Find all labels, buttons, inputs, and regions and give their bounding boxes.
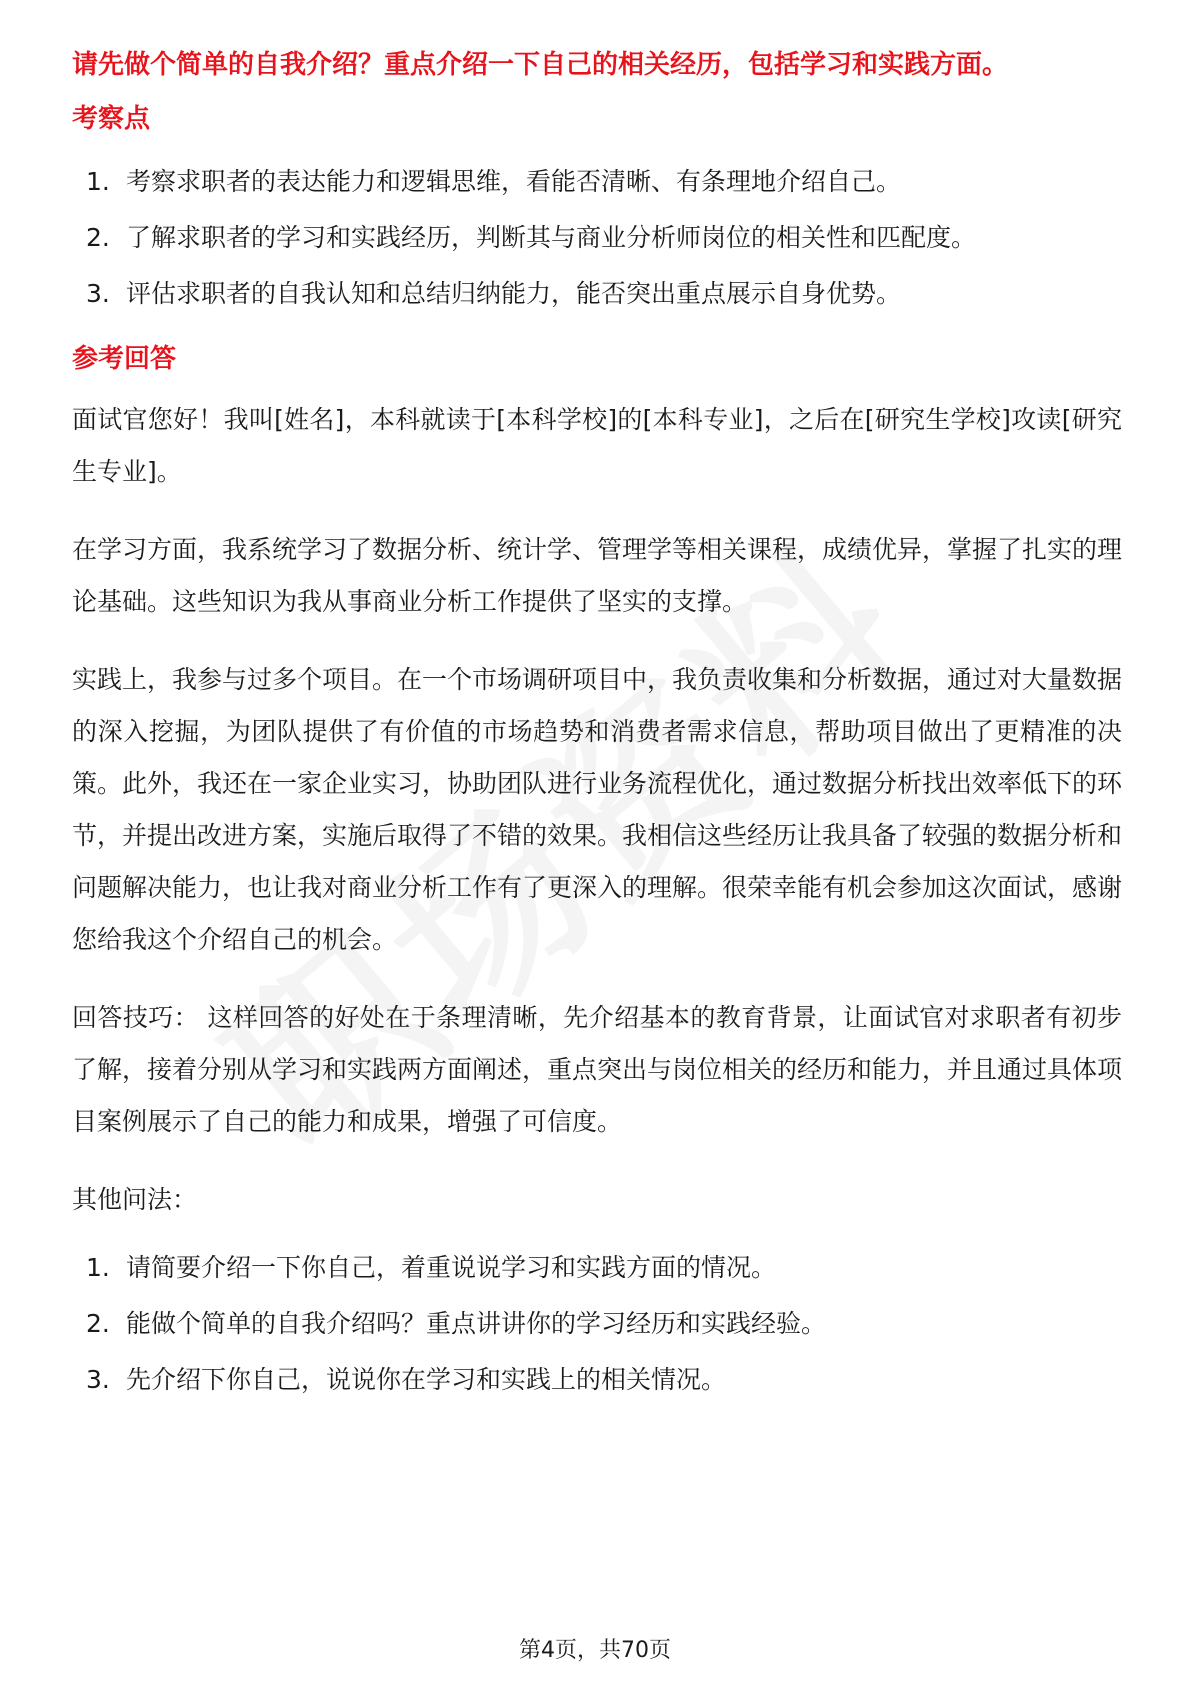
list-text: 请简要介绍一下你自己，着重说说学习和实践方面的情况。 (126, 1253, 777, 1282)
list-text: 评估求职者的自我认知和总结归纳能力，能否突出重点展示自身优势。 (126, 279, 902, 308)
other-questions-list (72, 1240, 1122, 1408)
list-item (72, 1296, 1122, 1352)
list-item (72, 154, 1122, 210)
list-text: 能做个简单的自我介绍吗？重点讲讲你的学习经历和实践经验。 (126, 1309, 827, 1338)
list-number: 3. (86, 279, 110, 308)
page-footer: 第4页，共70页 (519, 1638, 671, 1663)
list-text: 考察求职者的表达能力和逻辑思维，看能否清晰、有条理地介绍自己。 (126, 167, 902, 196)
list-text: 先介绍下你自己，说说你在学习和实践上的相关情况。 (126, 1365, 727, 1394)
answer-paragraph-study: 在学习方面，我系统学习了数据分析、统计学、管理学等相关课程，成绩优异，掌握了扎实的理论基础。这些知识为我从事商业分析工作提供了坚实的支撑。 (72, 535, 1123, 616)
list-item (72, 266, 1122, 322)
list-item (72, 1352, 1122, 1408)
list-number: 3. (86, 1365, 110, 1394)
list-number: 1. (86, 1253, 110, 1282)
answer-tips: 回答技巧： 这样回答的好处在于条理清晰，先介绍基本的教育背景，让面试官对求职者有初步了解，接着分别从学习和实践两方面阐述，重点突出与岗位相关的经历和能力，并且通过具体项目案例展示了自己的能力和成果，增强了可信度。 (72, 1003, 1123, 1136)
answer-paragraph-intro: 面试官您好！我叫[姓名]，本科就读于[本科学校]的[本科专业]，之后在[研究生学校]攻读[研究生专业]。 (72, 405, 1122, 486)
considerations-heading: 考察点 (72, 104, 151, 134)
list-text: 了解求职者的学习和实践经历，判断其与商业分析师岗位的相关性和匹配度。 (126, 223, 977, 252)
list-item (72, 210, 1122, 266)
document-page (72, 42, 1122, 1408)
answer-paragraph-practice: 实践上，我参与过多个项目。在一个市场调研项目中，我负责收集和分析数据，通过对大量数据的深入挖掘，为团队提供了有价值的市场趋势和消费者需求信息，帮助项目做出了更精准的决策。此外，我还在一家企业实习，协助团队进行业务流程优化，通过数据分析找出效率低下的环节，并提出改进方案，实施后取得了不错的效果。我相信这些经历让我具备了较强的数据分析和问题解决能力，也让我对商业分析工作有了更深入的理解。很荣幸能有机会参加这次面试，感谢您给我这个介绍自己的机会。 (72, 665, 1123, 954)
list-number: 2. (86, 223, 110, 252)
question-title: 请先做个简单的自我介绍？重点介绍一下自己的相关经历，包括学习和实践方面。 (72, 50, 1009, 80)
answer-heading: 参考回答 (72, 344, 177, 374)
list-number: 2. (86, 1309, 110, 1338)
considerations-list (72, 154, 1122, 322)
list-number: 1. (86, 167, 110, 196)
list-item (72, 1240, 1122, 1296)
other-questions-label: 其他问法： (72, 1185, 198, 1214)
